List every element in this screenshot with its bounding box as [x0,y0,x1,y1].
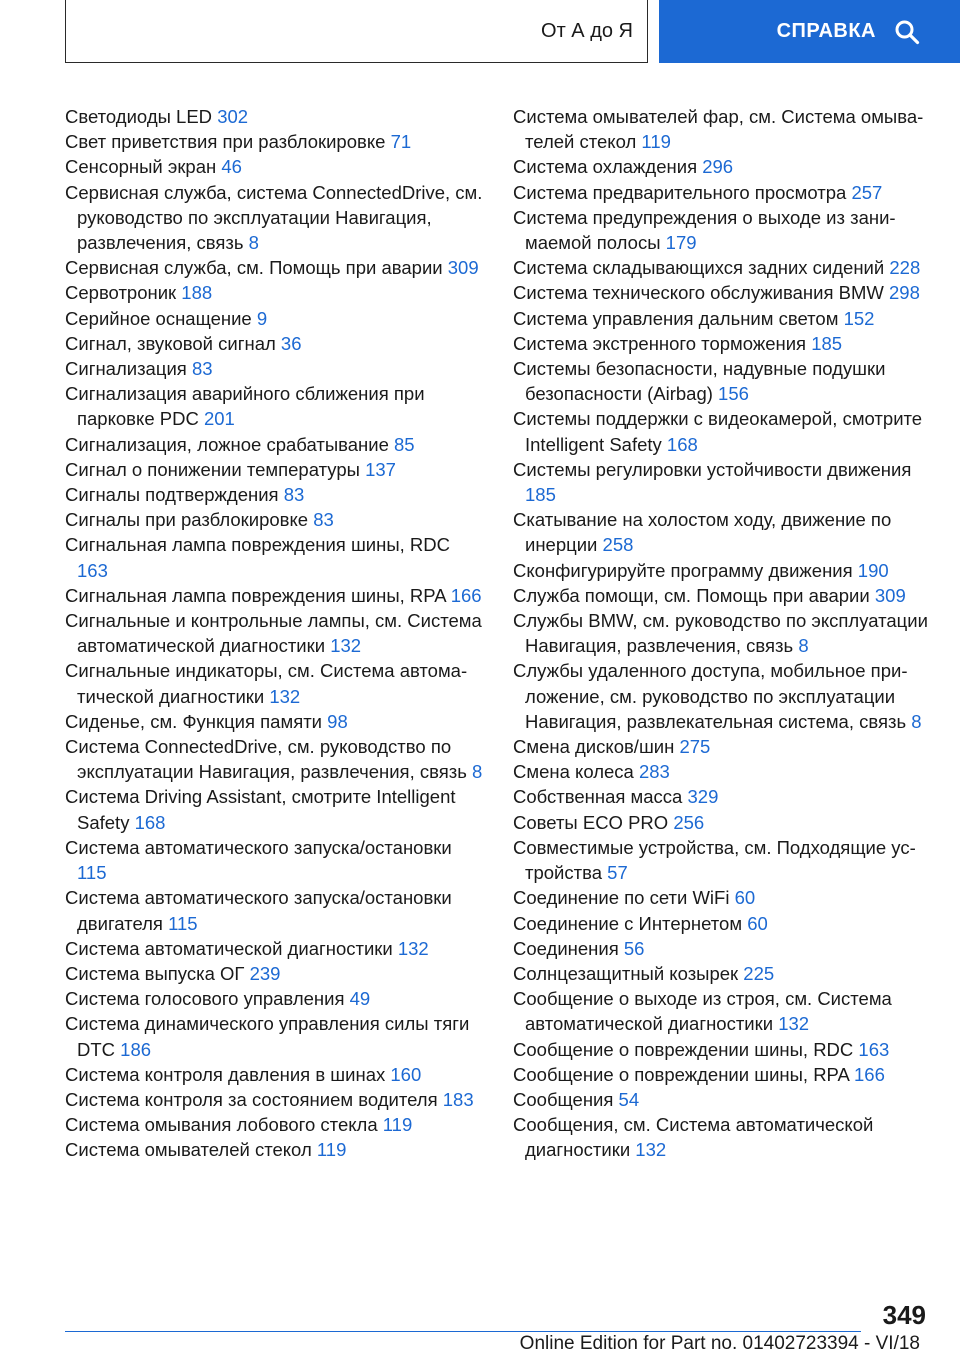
page-ref-link[interactable]: 257 [851,181,883,203]
page-ref-link[interactable]: 85 [394,433,415,455]
index-entry-text: Собственная масса [513,786,683,808]
index-entry [513,356,933,406]
page-ref-link[interactable]: 190 [857,559,889,581]
page-ref-link[interactable]: 329 [687,786,719,808]
index-entry [513,331,933,356]
page-ref-link[interactable]: 166 [450,584,482,606]
index-column-right [513,104,933,1163]
index-entry [65,381,485,431]
index-entry-text: Система омывания лобового стекла [65,1114,378,1136]
page-ref-link[interactable]: 168 [666,433,698,455]
index-entry-text: Сигнализация аварийного сближения при парковке PDC [65,383,425,430]
index-entry [65,432,485,457]
index-entry [513,406,933,456]
index-entry-text: Сигнал, звуковой сигнал [65,332,276,354]
index-entry [513,936,933,961]
index-entry-text: Служба помощи, см. Помощь при аварии [513,584,870,606]
page-ref-link[interactable]: 8 [798,635,809,657]
index-entry [513,1112,933,1162]
index-entry [65,1011,485,1061]
page-ref-link[interactable]: 137 [365,458,396,480]
index-entry [513,306,933,331]
index-entry [513,255,933,280]
index-entry [65,482,485,507]
tab-help-label: СПРАВКА [776,20,876,42]
index-entry [513,911,933,936]
index-entry-text: Сервисная служба, система ConnectedDrive, см. руководство по эксплуатации Навигация, развлечения, связь [65,181,483,254]
index-entry [65,734,485,784]
index-entry [65,280,485,305]
index-entry-text: Система экстренного торможения [513,332,807,354]
index-entry-text: Службы BMW, см. руководство по эксплуатации Навигация, развлечения, связь [513,610,928,657]
index-entry [65,532,485,582]
page-ref-link[interactable]: 302 [217,106,249,127]
index-entry [65,104,485,129]
index-entry-text: Система Driving Assistant, смотрите Intelligent Safety [65,786,456,833]
index-entry-text: Система ConnectedDrive, см. руководство по эксплуатации Навигация, развлечения, связь [65,736,467,783]
index-entry [513,961,933,986]
index-entry-text: Система автоматической диагностики [65,937,393,959]
page-ref-link[interactable]: 156 [718,383,749,405]
page-ref-link[interactable]: 185 [811,332,843,354]
index-entry-text: Система предупреждения о выходе из занимаемой полосы [513,206,896,254]
tab-a-to-z[interactable] [65,0,648,63]
index-entry-text: Система контроля за состоянием водителя [65,1088,438,1110]
page-ref-link[interactable]: 283 [638,761,670,783]
footer-edition: Online Edition for Part no. 01402723394 - VI/18 [519,1333,920,1354]
page-ref-link[interactable]: 298 [889,282,920,304]
index-entry [513,280,933,305]
index-entry-text: Солнцезащитный козырек [513,962,739,984]
index-entry [513,583,933,608]
page-ref-link[interactable]: 309 [447,257,479,279]
index-entry-text: Система автоматического запуска/остановки двигателя [65,887,452,934]
page-ref-link[interactable]: 54 [618,1088,640,1110]
index-entry-text: Сервотроник [65,282,177,304]
footer-divider [65,1331,861,1332]
page-ref-link[interactable]: 309 [874,584,906,606]
index-entry [65,583,485,608]
index-entry [65,608,485,658]
index-entry-text: Советы ECO PRO [513,811,669,833]
index-entry-text: Смена колеса [513,761,634,783]
index-entry-text: Система выпуска ОГ [65,962,245,984]
index-entry [513,457,933,507]
page-ref-link[interactable]: 152 [843,307,875,329]
page-ref-link[interactable]: 183 [442,1088,474,1110]
page-ref-link[interactable]: 98 [327,710,348,732]
page-ref-link[interactable]: 132 [778,1013,810,1035]
index-entry-text: Системы безопасности, надувные подушки безопасности (Airbag) [513,358,886,405]
page-ref-link[interactable]: 179 [665,232,697,254]
index-entry-text: Система автоматического запуска/остановки [65,836,452,858]
index-entry [513,986,933,1036]
index-entry-text: Сервисная служба, см. Помощь при аварии [65,257,443,279]
index-entry-text: Сообщение о повреждении шины, RDC [513,1038,854,1060]
index-entry-text: Система голосового управления [65,988,345,1010]
index-entry-text: Сигнальная лампа повреждения шины, RPA [65,584,446,606]
page-ref-link[interactable]: 8 [248,232,259,254]
page-ref-link[interactable]: 132 [269,685,301,707]
index-entry [513,507,933,557]
index-entry [65,255,485,280]
index-entry [65,306,485,331]
index-entry-text: Светодиоды LED [65,106,213,127]
page-ref-link[interactable]: 8 [472,761,483,783]
index-entry [513,608,933,658]
page-ref-link[interactable]: 185 [525,484,556,506]
index-entry-text: Сообщения, см. Система автоматической диагностики [513,1114,874,1161]
page-ref-link[interactable]: 132 [635,1139,667,1161]
index-entry-text: Соединение с Интернетом [513,912,743,934]
index-entry [65,129,485,154]
page-ref-link[interactable]: 119 [641,131,671,153]
page-ref-link[interactable]: 163 [77,559,108,581]
page-ref-link[interactable]: 239 [249,962,281,984]
page-ref-link[interactable]: 60 [734,887,756,909]
index-entry-text: Сигнальная лампа повреждения шины, RDC [65,534,451,556]
index-entry-text: Система технического обслуживания BMW [513,282,884,304]
page-ref-link[interactable]: 296 [702,156,734,178]
index-entry-text: Сигналы подтверждения [65,484,279,506]
page-ref-link[interactable]: 56 [623,937,645,959]
index-entry [65,1137,485,1162]
index-entry [65,1062,485,1087]
index-entry [513,558,933,583]
page-ref-link[interactable]: 60 [747,912,768,934]
index-entry-text: Сообщение о повреждении шины, RPA [513,1063,849,1085]
index-entry [65,1087,485,1112]
page-ref-link[interactable]: 166 [854,1063,885,1085]
index-entry [65,658,485,708]
index-entry-text: Серийное оснащение [65,307,252,329]
index-entry-text: Сигнализация, ложное срабатывание [65,433,389,455]
page-ref-link[interactable]: 225 [743,962,775,984]
index-entry [513,835,933,885]
index-entry-text: Системы поддержки с видеокамерой, смотрите Intelligent Safety [513,408,923,455]
page-ref-link[interactable]: 71 [390,131,412,153]
index-entry-text: Сообщения [513,1088,614,1110]
index-entry [513,1062,933,1087]
index-entry [65,986,485,1011]
index-entry-text: Система омывателей фар, см. Система омывателей стекол [513,106,924,153]
page-ref-link[interactable]: 119 [316,1139,347,1161]
index-entry-text: Сигнал о понижении температуры [65,458,360,480]
page-ref-link[interactable]: 163 [858,1038,890,1060]
page-ref-link[interactable]: 228 [889,257,921,279]
tab-help[interactable] [659,0,960,63]
index-entry [513,1037,933,1062]
index-entry-text: Совместимые устройства, см. Подходящие устройства [513,836,916,884]
index-entry-text: Сигнализация [65,358,187,380]
page-ref-link[interactable]: 188 [181,282,213,304]
index-entry [513,154,933,179]
index-entry [65,331,485,356]
page-ref-link[interactable]: 36 [280,332,302,354]
page-ref-link[interactable]: 9 [256,307,268,329]
index-entry [513,1087,933,1112]
page-ref-link[interactable]: 83 [283,484,305,506]
index-entry-text: Система складывающихся задних сидений [513,257,885,279]
index-entry-text: Системы регулировки устойчивости движения [513,458,912,480]
page-ref-link[interactable]: 132 [330,635,362,657]
index-entry [513,784,933,809]
index-entry [65,784,485,834]
index-entry [65,936,485,961]
index-entry-text: Службы удаленного доступа, мобильное приложение, см. руководство по эксплуатации Навигация, развлекательная система, связь [513,660,908,732]
index-entry [513,205,933,255]
index-entry-text: Система омывателей стекол [65,1139,312,1161]
page-number: 349 [882,1300,926,1330]
index-entry [513,885,933,910]
index-entry [513,180,933,205]
index-entry [65,180,485,256]
index-entry [65,457,485,482]
page-ref-link[interactable]: 83 [313,509,334,531]
index-entry [65,961,485,986]
page-ref-link[interactable]: 119 [382,1114,413,1136]
index-entry-text: Соединения [513,937,619,959]
page-ref-link[interactable]: 275 [679,736,711,758]
page-ref-link[interactable]: 46 [221,156,242,178]
index-entry-text: Сигнальные индикаторы, см. Система автоматической диагностики [65,660,468,707]
index-entry-text: Сигналы при разблокировке [65,509,309,531]
index-entry-text: Соединение по сети WiFi [513,887,730,909]
index-entry [65,507,485,532]
index-entry-text: Свет приветствия при разблокировке [65,131,386,153]
index-entry [65,356,485,381]
page-ref-link[interactable]: 258 [602,534,634,556]
index-entry [513,658,933,734]
page-ref-link[interactable]: 168 [134,811,166,833]
page-ref-link[interactable]: 132 [397,937,429,959]
index-entry-text: Система контроля давления в шинах [65,1063,386,1085]
index-entry-text: Система предварительного просмотра [513,181,847,203]
page-ref-link[interactable]: 83 [191,358,213,380]
page-ref-link[interactable]: 8 [911,710,922,732]
index-entry-text: Система управления дальним светом [513,307,839,329]
index-entry-text: Система динамического управления силы тяги DTC [65,1013,470,1060]
index-entry [513,810,933,835]
index-entry [513,734,933,759]
index-entry-text: Сконфигурируйте программу движения [513,559,853,581]
index-entry [65,835,485,885]
index-column-left [65,104,485,1163]
index-entry [65,154,485,179]
page-ref-link[interactable]: 115 [77,862,107,884]
search-icon[interactable] [894,19,920,45]
page-ref-link[interactable]: 49 [349,988,371,1010]
index-entry [65,1112,485,1137]
index-entry-text: Сиденье, см. Функция памяти [65,710,323,732]
tab-a-to-z-label: От А до Я [541,19,633,42]
index-entry-text: Система охлаждения [513,156,698,178]
index-entry-text: Сенсорный экран [65,156,217,178]
page-ref-link[interactable]: 201 [203,408,235,430]
index-entry [65,709,485,734]
index-entry [65,885,485,935]
page-ref-link[interactable]: 160 [390,1063,422,1085]
index-entry [513,104,933,154]
page-ref-link[interactable]: 57 [607,862,628,884]
page-ref-link[interactable]: 256 [673,811,705,833]
page-ref-link[interactable]: 115 [168,912,198,934]
index-entry-text: Сообщение о выходе из строя, см. Система автоматической диагностики [513,988,892,1035]
page-ref-link[interactable]: 186 [120,1038,152,1060]
index-entry [513,759,933,784]
index-entry-text: Сигнальные и контрольные лампы, см. Система автоматической диагностики [65,610,482,657]
index-entry-text: Смена дисков/шин [513,736,675,758]
index-entry-text: Скатывание на холостом ходу, движение по инерции [513,509,892,556]
